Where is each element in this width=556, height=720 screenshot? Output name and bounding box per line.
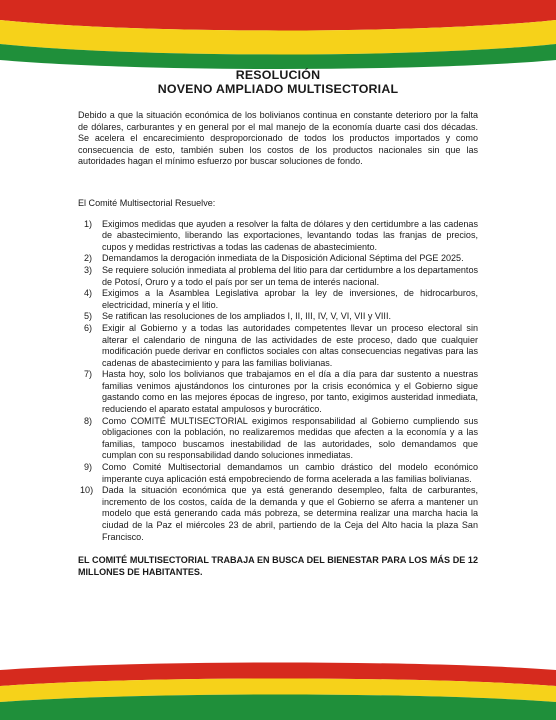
list-item (78, 416, 478, 462)
list-item (78, 485, 478, 543)
document-title: RESOLUCIÓN (235, 68, 321, 82)
list-item (78, 323, 478, 369)
item-text: Demandamos la derogación inmediata de la Disposición Adicional Séptima del PGE 2025. (102, 253, 464, 264)
item-number: 7) (84, 369, 93, 380)
list-item (78, 265, 478, 288)
item-text: Exigimos a la Asamblea Legislativa aprobar la ley de inversiones, de hidrocarburos, electricidad, minería y el litio. (102, 288, 478, 310)
item-text: Hasta hoy, solo los bolivianos que trabajamos en el día a día para dar sustento a nuestras familias venimos ajustándonos los cinturones por la crisis económica y el Gobierno sigue gastando como en las mejores épocas de ingreso, por tanto, exigimos austeridad inmediata, reduciendo el aparato estatal ampulosos y burocrático. (102, 369, 478, 415)
flag-stripe-red (0, 0, 556, 31)
item-number: 10) (80, 485, 94, 496)
item-text: Se requiere solución inmediata al problema del litio para dar certidumbre a los departamentos de Potosí, Oruro y a todo el país por ser un tema de interés nacional. (102, 264, 478, 287)
closing-statement: EL COMITÉ MULTISECTORIAL TRABAJA EN BUSCA DEL BIENESTAR PARA LOS MÁS DE 12 MILLONES DE HABITANTES. (78, 555, 478, 577)
list-item (78, 311, 478, 323)
item-text: Exigir al Gobierno y a todas las autoridades competentes llevar un proceso electoral sin alterar el calendario de ninguna de las actividades de este proceso, dado que cualquier modificación puede derivar en conflictos sociales con altas consecuencias negativas para las cadenas de abastecimiento y para las familias bolivianas. (102, 322, 478, 368)
resolves-heading: El Comité Multisectorial Resuelve: (78, 197, 216, 208)
document-subtitle: NOVENO AMPLIADO MULTISECTORIAL (157, 82, 399, 96)
flag-band-top (0, 0, 556, 72)
list-item (78, 219, 478, 254)
resolution-document (78, 68, 478, 588)
item-text: Como Comité Multisectorial demandamos un cambio drástico del modelo económico imperante cuya aplicación está empobreciendo de forma acelerada a las familias bolivianas. (102, 462, 478, 484)
resolutions-list (78, 219, 478, 544)
item-number: 5) (84, 311, 93, 322)
item-number: 9) (84, 462, 93, 473)
flag-band-bottom (0, 660, 556, 720)
item-number: 3) (84, 264, 93, 275)
list-item (78, 462, 478, 485)
item-number: 2) (84, 253, 93, 264)
intro-paragraph: Debido a que la situación económica de los bolivianos continua en constante deterioro por la falta de dólares, carburantes y en general por el mal manejo de la economía duarte casi dos décadas. Se acelera el encarecimiento desproporcionado de todos los productos importados y como consecuencia de esto, también suben los costos de los productos nacionales sin que las autoridades hagan el mínimo esfuerzo por buscar soluciones de fondo. (78, 110, 478, 167)
item-text: Dada la situación económica que ya está generando desempleo, falta de carburantes, incremento de los costos, caída de la demanda y que el Gobierno se aferra a mantener un modelo que está generando cada más pobreza, se determina realizar una marcha hacia la ciudad de la Paz el miércoles 23 de abril, partiendo de la Ceja del Alto hacia la plaza San Francisco. (102, 485, 478, 542)
item-text: Como COMITÉ MULTISECTORIAL exigimos responsabilidad al Gobierno cumpliendo sus obligaciones con la población, no realizaremos medidas que afecten a la economía y a las familias, tampoco buscamos inestabilidad de las autoridades, solo demandamos que cumplan con su responsabilidad dando soluciones inmediatas. (102, 415, 478, 461)
item-number: 8) (84, 415, 93, 426)
list-item (78, 288, 478, 311)
item-number: 4) (84, 288, 93, 299)
item-number: 6) (84, 322, 93, 333)
item-number: 1) (84, 218, 93, 229)
list-item (78, 253, 478, 265)
list-item (78, 369, 478, 415)
item-text: Exigimos medidas que ayuden a resolver la falta de dólares y den certidumbre a las cadenas de abastecimiento, liberando las exportaciones, levantando todas las franjas de precios, cupos y medidas restrictivas a todas las cadenas de abastecimiento. (102, 218, 478, 252)
item-text: Se ratifican las resoluciones de los ampliados I, II, III, IV, V, VI, VII y VIII. (102, 311, 391, 322)
flag-stripe-green (0, 695, 556, 720)
